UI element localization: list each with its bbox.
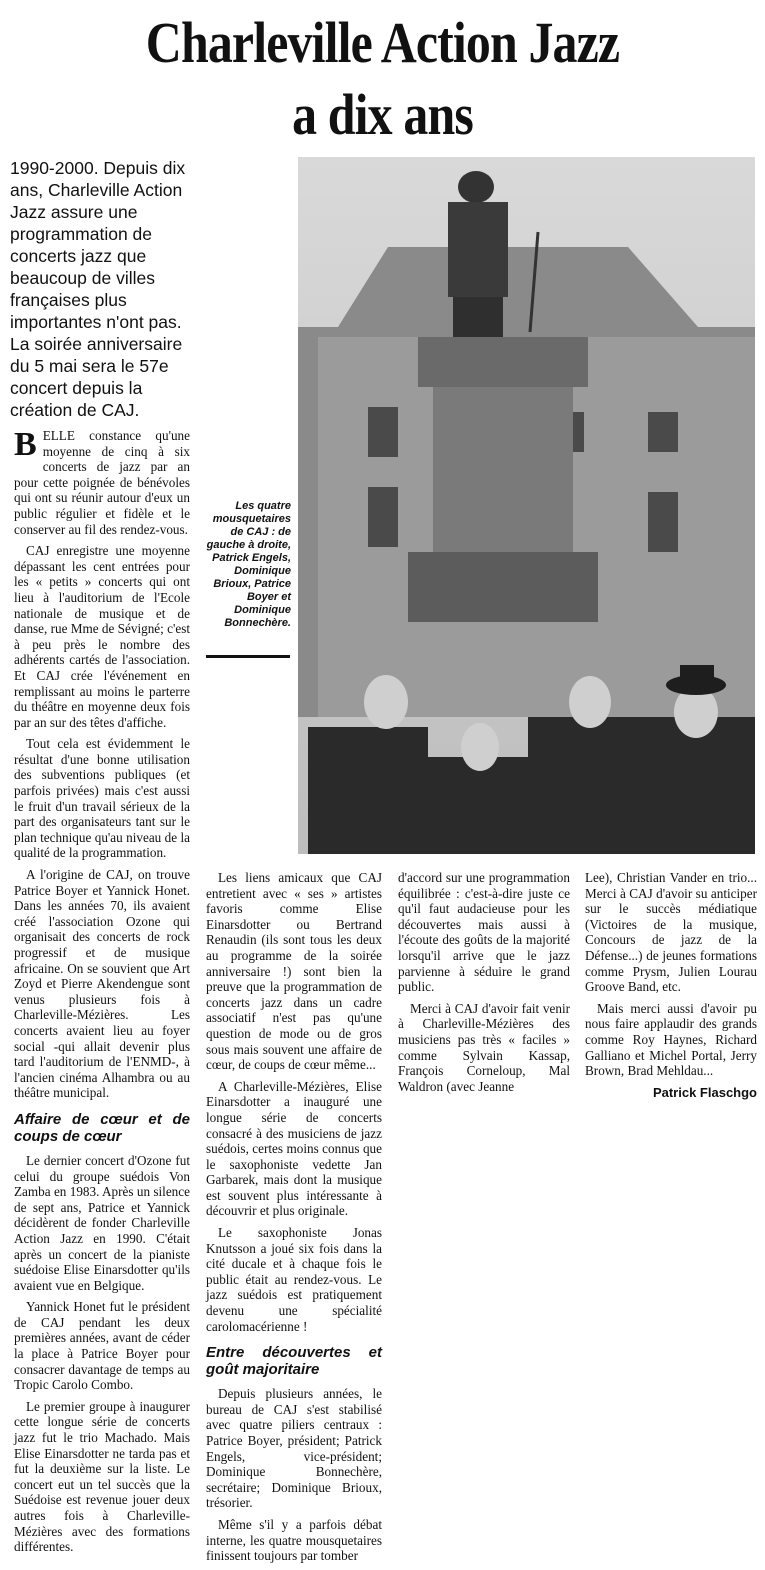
paragraph: CAJ enregistre une moyenne dépassant les cent entrées pour les « petits » concerts qui ont lieu à l'auditorium de l'Ecole nationale de musique et de danse, rue Mme de Sévigné; c'est à peu près le nombre des adhérents cartés de l'association. Et CAJ crée l'événement en remplissant au moins le parterre du théâtre en moyenne deux fois par an sur des têtes d'affiche. — [14, 543, 190, 730]
paragraph: Les liens amicaux que CAJ entretient avec « ses » artistes favoris comme Elise Einarsdotter ou Bertrand Renaudin (ils sont tous les deux au programme de la soirée anniversaire !) sont bien la preuve que la programmation de concerts jazz dans un cadre associatif n'est pas qu'une question de mode ou de gros sous mais souvent une affaire de cœur, de coups de cœur même... — [206, 870, 382, 1073]
paragraph: Mais merci aussi d'avoir pu nous faire applaudir des grands comme Roy Haynes, Richard Galliano et Michel Portal, Jerry Brown, Brad Mehldau... — [585, 1000, 757, 1079]
paragraph: Le dernier concert d'Ozone fut celui du groupe suédois Von Zamba en 1983. Après un silence de sept ans, Patrice et Yannick décidèrent de fonder Charleville Action Jazz en 1990. C'était après un concert de la pianiste suédoise Elise Einarsdotter qu'ils avaient vue en Belgique. — [14, 1152, 190, 1293]
photo-caption: Les quatre mousquetaires de CAJ : de gauche à droite, Patrick Engels, Dominique Brioux, Patrice Boyer et Dominique Bonnechère. — [206, 500, 291, 629]
column-3 — [398, 870, 570, 1100]
paragraph: BELLE constance qu'une moyenne de cinq à six concerts de jazz par an pour cette poignée de bénévoles qui ont su réunir autour d'eux un public régulier et fidèle et le conserver au fil des rendez-vous. — [14, 426, 190, 537]
subheading: Entre découvertes et goût majoritaire — [206, 1344, 382, 1379]
column-2 — [206, 870, 382, 1570]
group-photo — [298, 157, 755, 854]
paragraph: Merci à CAJ d'avoir fait venir à Charleville-Mézières des musiciens pas très « faciles » comme Sylvain Kassap, François Corneloup, Mal Waldron (avec Jeanne — [398, 1000, 570, 1094]
paragraph: Depuis plusieurs années, le bureau de CAJ s'est stabilisé avec quatre piliers centraux : Patrice Boyer, président; Patrick Engels, vice-président; Dominique Bonnechère, secrétaire; Dominique Brioux, trésorier. — [206, 1386, 382, 1511]
paragraph: Même s'il y a parfois débat interne, les quatre mousquetaires finissent toujours par tomber — [206, 1516, 382, 1564]
headline-line-2: a dix ans — [292, 82, 473, 147]
lead-paragraph: 1990-2000. Depuis dix ans, Charleville Action Jazz assure une programmation de concerts jazz que beaucoup de villes françaises plus importantes n'ont pas. La soirée anniversaire du 5 mai sera le 57e concert depuis la création de CAJ. — [10, 158, 186, 420]
column-1 — [14, 428, 190, 1561]
author-signature: Patrick Flaschgo — [652, 1084, 757, 1100]
drop-cap: B — [14, 426, 37, 463]
paragraph: A Charleville-Mézières, Elise Einarsdotter a inauguré une longue série de concerts consacré à des musiciens de jazz suédois, certes moins connus que le saxophoniste vedette Jan Garbarek, mais dont la musique est souvent plus intéressante à découvrir et plus originale. — [206, 1078, 382, 1219]
subheading: Affaire de cœur et de coups de cœur — [14, 1110, 190, 1145]
paragraph: Le premier groupe à inaugurer cette longue série de concerts jazz fut le trio Machado. Mais Elise Einarsdotter ne tarda pas et fut la deuxième sur la liste. Le concert eut un tel succès que la Suédoise est revenue jouer deux autres fois à Charleville-Mézières avec des formations différentes. — [14, 1398, 190, 1555]
paragraph: A l'origine de CAJ, on trouve Patrice Boyer et Yannick Honet. Dans les années 70, ils avaient créé l'association Ozone qui organisait des concerts de rock progressif et de musique africaine. On se souvient que Art Zoyd et Pierre Akendengue sont venus plusieurs fois à Charleville-Mézières. Les concerts avaient lieu au foyer social -qui allait devenir plus tard l'auditorium de l'ENMD-, à l'ancien cinéma Alhambra ou au théâtre municipal. — [14, 867, 190, 1101]
paragraph: Yannick Honet fut le président de CAJ pendant les deux premières années, avant de céder la place à Patrice Boyer pour consacrer davantage de temps au Tropic Carolo Combo. — [14, 1299, 190, 1393]
paragraph: Tout cela est évidemment le résultat d'une bonne utilisation des subventions publiques (et parfois privées) mais c'est aussi le fruit d'un travail sérieux de la part des organisateurs tant sur le plan technique qu'au niveau de la qualité de la programmation. — [14, 736, 190, 861]
headline-line-1: Charleville Action Jazz — [145, 10, 620, 75]
caption-rule — [206, 655, 290, 658]
paragraph: Le saxophoniste Jonas Knutsson a joué six fois dans la cité ducale et à chaque fois le public était au rendez-vous. Le jazz suédois est pratiquement devenu une spécialité carolomacérienne ! — [206, 1225, 382, 1334]
photo-illustration — [298, 157, 755, 854]
column-4 — [585, 870, 757, 1100]
paragraph: d'accord sur une programmation équilibrée : c'est-à-dire juste ce qu'il faut audacieuse pour les découvertes mais aussi à l'écoute des goûts de la majorité lorsqu'il arrive que le jazz parvienne à séduire le grand public. — [398, 870, 570, 995]
paragraph: Lee), Christian Vander en trio... Merci à CAJ d'avoir su anticiper sur le succès médiatique (Victoires de la musique, Concours de jazz de la Défense...) de jeunes formations comme Prysm, Julien Lourau Groove Band, etc. — [585, 870, 757, 995]
